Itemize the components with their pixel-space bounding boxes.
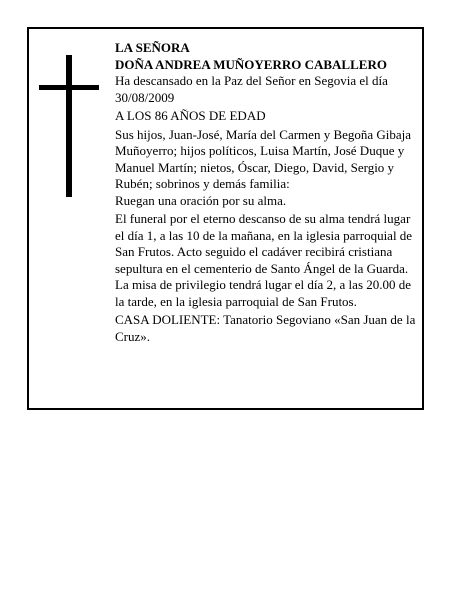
obituary-notice bbox=[27, 27, 424, 410]
obituary-text bbox=[115, 40, 420, 345]
deceased-name: DOÑA ANDREA MUÑOYERRO CABALLERO bbox=[115, 56, 387, 72]
age-line: A LOS 86 AÑOS DE EDAD bbox=[115, 108, 266, 123]
rest-announcement: Ha descansado en la Paz del Señor en Segovia el día 30/08/2009 bbox=[115, 73, 388, 105]
prayer-request: Ruegan una oración por su alma. bbox=[115, 192, 287, 208]
latin-cross-icon bbox=[39, 55, 99, 197]
mourning-house: CASA DOLIENTE: Tanatorio Segoviano «San Juan de la Cruz». bbox=[115, 312, 416, 344]
notice-heading: LA SEÑORA bbox=[115, 40, 190, 55]
family-list: Sus hijos, Juan-José, María del Carmen y Begoña Gibaja Muñoyerro; hijos políticos, Luisa Martín, José Duque y Manuel Martín; nietos, Óscar, Diego, David, Sergio y Rubén; sobrinos y demás familia: bbox=[115, 126, 412, 191]
cross-vertical-bar bbox=[66, 55, 72, 197]
cross-horizontal-bar bbox=[39, 85, 99, 90]
funeral-details: El funeral por el eterno descanso de su alma tendrá lugar el día 1, a las 10 de la mañana, en la iglesia parroquial de San Frutos. Acto seguido el cadáver recibirá cristiana sepultura en el cementerio de Santo Ángel de la Guarda. La misa de privilegio tendrá lugar el día 2, a las 20.00 de la tarde, en la iglesia parroquial de San Frutos. bbox=[115, 211, 413, 309]
